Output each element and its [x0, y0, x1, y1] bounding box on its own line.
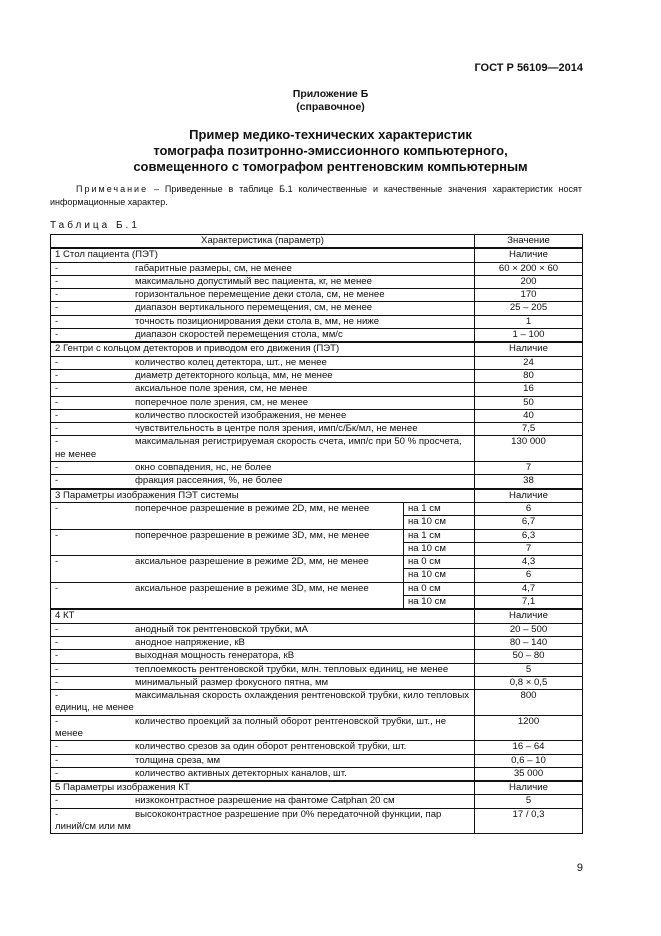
section-title: 5 Параметры изображения КТ [51, 781, 475, 795]
table-row [51, 315, 583, 328]
section-title: 4 КТ [51, 609, 475, 623]
parameter-label: количество колец детектора, шт., не менее [135, 356, 327, 368]
value-cell: 25 – 205 [475, 302, 583, 315]
value-cell: 40 [475, 409, 583, 422]
parameter-cell [51, 529, 404, 556]
parameter-label: чувствительность в центре поля зрения, имп/с/Бк/мл, не менее [135, 423, 418, 435]
value-cell: 60 × 200 × 60 [475, 262, 583, 275]
dash-marker: - [55, 556, 59, 568]
parameter-label: габаритные размеры, см, не менее [135, 262, 292, 274]
value-cell: 7,5 [475, 423, 583, 436]
parameter-label: теплоемкость рентгеновской трубки, млн. тепловых единиц, не менее [135, 663, 449, 675]
table-row [51, 275, 583, 288]
table-row [51, 676, 583, 689]
dash-marker: - [55, 356, 59, 368]
table-caption: Таблица Б.1 [50, 220, 140, 231]
parameter-label: количество проекций за полный оборот рентгеновской трубки, шт., не менее [55, 715, 447, 739]
table-row [51, 690, 583, 716]
parameter-label: количество активных детекторных каналов, шт. [135, 767, 347, 779]
value-cell: 7,1 [475, 596, 583, 610]
section-row [51, 489, 583, 503]
value-cell: 6,3 [475, 529, 583, 542]
value-cell: 7 [475, 462, 583, 475]
parameter-cell [51, 650, 475, 663]
section-row [51, 609, 583, 623]
value-cell: 35 000 [475, 767, 583, 781]
parameter-cell [51, 795, 475, 808]
table-row [51, 329, 583, 343]
table-row [51, 795, 583, 808]
parameter-label: горизонтальное перемещение деки стола, см, не менее [135, 289, 385, 301]
parameter-cell [51, 623, 475, 636]
value-cell: 5 [475, 795, 583, 808]
table-row [51, 396, 583, 409]
section-row [51, 248, 583, 262]
dash-marker: - [55, 396, 59, 408]
table-row [51, 502, 583, 515]
dash-marker: - [55, 623, 59, 635]
section-value: Наличие [475, 781, 583, 795]
dash-marker: - [55, 383, 59, 395]
parameter-label: аксиальное разрешение в режиме 3D, мм, не менее [135, 582, 369, 594]
dash-marker: - [55, 275, 59, 287]
dash-marker: - [55, 808, 59, 820]
value-cell: 24 [475, 356, 583, 369]
value-cell: 800 [475, 690, 583, 716]
parameter-cell [51, 423, 475, 436]
parameter-cell [51, 663, 475, 676]
note [50, 183, 582, 209]
parameter-cell [51, 462, 475, 475]
parameter-label: точность позиционирования деки стола в, мм, не ниже [135, 315, 380, 327]
parameter-cell [51, 556, 404, 583]
dash-marker: - [55, 475, 59, 487]
parameter-cell [51, 356, 475, 369]
value-cell: 38 [475, 475, 583, 489]
parameter-label: диаметр детекторного кольца, мм, не менее [135, 369, 333, 381]
value-cell: 50 [475, 396, 583, 409]
parameter-cell [51, 676, 475, 689]
value-cell: 0,6 – 10 [475, 754, 583, 767]
section-value: Наличие [475, 248, 583, 262]
dash-marker: - [55, 650, 59, 662]
dash-marker: - [55, 329, 59, 341]
parameter-cell [51, 475, 475, 489]
section-title: 3 Параметры изображения ПЭТ системы [51, 489, 475, 503]
table-row [51, 636, 583, 649]
dash-marker: - [55, 529, 59, 541]
table-row [51, 383, 583, 396]
condition-cell: на 1 см [404, 502, 475, 515]
parameter-label: выходная мощность генератора, кВ [135, 650, 295, 662]
header-value: Значение [475, 235, 583, 249]
parameter-label: количество срезов за один оборот рентгеновской трубки, шт. [135, 741, 407, 753]
value-cell: 4,7 [475, 582, 583, 595]
title-line: совмещенного с томографом рентгеновским компьютерным [133, 159, 528, 174]
section-row [51, 781, 583, 795]
condition-cell: на 1 см [404, 529, 475, 542]
table-row [51, 475, 583, 489]
parameter-cell [51, 636, 475, 649]
value-cell: 200 [475, 275, 583, 288]
parameter-label: диапазон скоростей перемещения стола, мм/с [135, 329, 343, 341]
value-cell: 16 – 64 [475, 741, 583, 754]
parameter-cell [51, 315, 475, 328]
standard-number: ГОСТ Р 56109—2014 [474, 62, 583, 74]
dash-marker: - [55, 409, 59, 421]
table-row [51, 623, 583, 636]
table-row [51, 663, 583, 676]
parameter-cell [51, 383, 475, 396]
condition-cell: на 10 см [404, 569, 475, 582]
section-row [51, 342, 583, 356]
parameter-cell [51, 289, 475, 302]
parameter-cell [51, 502, 404, 529]
section-value: Наличие [475, 342, 583, 356]
note-text: – Приведенные в таблице Б.1 количественные и качественные значения характеристик носят информационные характер. [50, 184, 582, 207]
table-row [51, 369, 583, 382]
value-cell: 20 – 500 [475, 623, 583, 636]
table-row [51, 423, 583, 436]
parameter-label: высококонтрастное разрешение при 0% передаточной функции, пар линий/см или мм [55, 808, 442, 833]
dash-marker: - [55, 289, 59, 301]
value-cell: 17 / 0,3 [475, 808, 583, 834]
title-line: Пример медико-технических характеристик [189, 127, 472, 142]
table-header-row [51, 235, 583, 249]
parameter-cell [51, 808, 475, 834]
value-cell: 5 [475, 663, 583, 676]
section-value: Наличие [475, 489, 583, 503]
condition-cell: на 10 см [404, 596, 475, 610]
table-row [51, 262, 583, 275]
table-row [51, 409, 583, 422]
condition-cell: на 10 см [404, 542, 475, 555]
table-row [51, 436, 583, 462]
dash-marker: - [55, 262, 59, 274]
page-number: 9 [576, 862, 583, 874]
condition-cell: на 10 см [404, 516, 475, 529]
parameter-label: минимальный размер фокусного пятна, мм [135, 676, 329, 688]
value-cell: 130 000 [475, 436, 583, 462]
value-cell: 6,7 [475, 516, 583, 529]
parameter-cell [51, 767, 475, 781]
value-cell: 0,8 × 0,5 [475, 676, 583, 689]
document-title [0, 127, 661, 175]
value-cell: 80 [475, 369, 583, 382]
table-row [51, 302, 583, 315]
table-row [51, 582, 583, 595]
dash-marker: - [55, 636, 59, 648]
dash-marker: - [55, 741, 59, 753]
section-title: 2 Гентри с кольцом детекторов и приводом его движения (ПЭТ) [51, 342, 475, 356]
parameter-label: поперечное разрешение в режиме 3D, мм, не менее [135, 529, 370, 541]
dash-marker: - [55, 754, 59, 766]
dash-marker: - [55, 690, 59, 702]
parameter-label: толщина среза, мм [135, 754, 221, 766]
value-cell: 170 [475, 289, 583, 302]
value-cell: 6 [475, 569, 583, 582]
parameter-label: аксиальное разрешение в режиме 2D, мм, не менее [135, 556, 369, 568]
dash-marker: - [55, 582, 59, 594]
value-cell: 7 [475, 542, 583, 555]
table-row [51, 808, 583, 834]
dash-marker: - [55, 795, 59, 807]
parameter-label: поперечное разрешение в режиме 2D, мм, не менее [135, 502, 370, 514]
section-title: 1 Стол пациента (ПЭТ) [51, 248, 475, 262]
parameter-label: аксиальное поле зрения, см, не менее [135, 383, 308, 395]
table-row [51, 754, 583, 767]
dash-marker: - [55, 436, 59, 448]
parameter-label: анодный ток рентгеновской трубки, мА [135, 623, 309, 635]
parameter-cell [51, 329, 475, 343]
value-cell: 6 [475, 502, 583, 515]
title-line: томографа позитронно-эмиссионного компьютерного, [153, 143, 508, 158]
dash-marker: - [55, 715, 59, 727]
value-cell: 1 – 100 [475, 329, 583, 343]
table-row [51, 556, 583, 569]
parameter-label: диапазон вертикального перемещения, см, не менее [135, 302, 373, 314]
value-cell: 16 [475, 383, 583, 396]
note-label: Примечание [76, 184, 149, 194]
parameter-label: анодное напряжение, кВ [135, 636, 245, 648]
parameter-cell [51, 275, 475, 288]
parameter-label: максимальная регистрируемая скорость счета, имп/с при 50 % просчета, не менее [55, 436, 462, 460]
parameter-cell [51, 754, 475, 767]
table-row [51, 356, 583, 369]
table-row [51, 650, 583, 663]
dash-marker: - [55, 767, 59, 779]
parameter-label: количество плоскостей изображения, не менее [135, 409, 347, 421]
table-row [51, 767, 583, 781]
table-row [51, 289, 583, 302]
dash-marker: - [55, 315, 59, 327]
table-row [51, 715, 583, 741]
spec-table [50, 234, 583, 834]
parameter-label: низкоконтрастное разрешение на фантоме Catphan 20 см [135, 795, 395, 807]
dash-marker: - [55, 423, 59, 435]
annex-subtitle: (справочное) [296, 101, 365, 113]
value-cell: 80 – 140 [475, 636, 583, 649]
table-row [51, 741, 583, 754]
dash-marker: - [55, 663, 59, 675]
parameter-cell [51, 741, 475, 754]
parameter-cell [51, 715, 475, 741]
condition-cell: на 0 см [404, 582, 475, 595]
header-parameter: Характеристика (параметр) [51, 235, 475, 249]
parameter-cell [51, 396, 475, 409]
parameter-label: окно совпадения, нс, не более [135, 462, 272, 474]
condition-cell: на 0 см [404, 556, 475, 569]
parameter-label: фракция рассеяния, %, не более [135, 475, 283, 487]
parameter-label: поперечное поле зрения, см, не менее [135, 396, 309, 408]
value-cell: 50 – 80 [475, 650, 583, 663]
parameter-cell [51, 582, 404, 609]
dash-marker: - [55, 462, 59, 474]
parameter-cell [51, 262, 475, 275]
dash-marker: - [55, 676, 59, 688]
parameter-cell [51, 436, 475, 462]
parameter-label: максимально допустимый вес пациента, кг, не менее [135, 275, 372, 287]
parameter-cell [51, 302, 475, 315]
value-cell: 1200 [475, 715, 583, 741]
parameter-cell [51, 409, 475, 422]
parameter-label: максимальная скорость охлаждения рентгеновской трубки, кило тепловых единиц, не менее [55, 690, 470, 714]
parameter-cell [51, 690, 475, 716]
parameter-cell [51, 369, 475, 382]
annex-title: Приложение Б [292, 88, 369, 100]
value-cell: 1 [475, 315, 583, 328]
dash-marker: - [55, 502, 59, 514]
section-value: Наличие [475, 609, 583, 623]
table-row [51, 529, 583, 542]
dash-marker: - [55, 302, 59, 314]
table-row [51, 462, 583, 475]
value-cell: 4,3 [475, 556, 583, 569]
dash-marker: - [55, 369, 59, 381]
